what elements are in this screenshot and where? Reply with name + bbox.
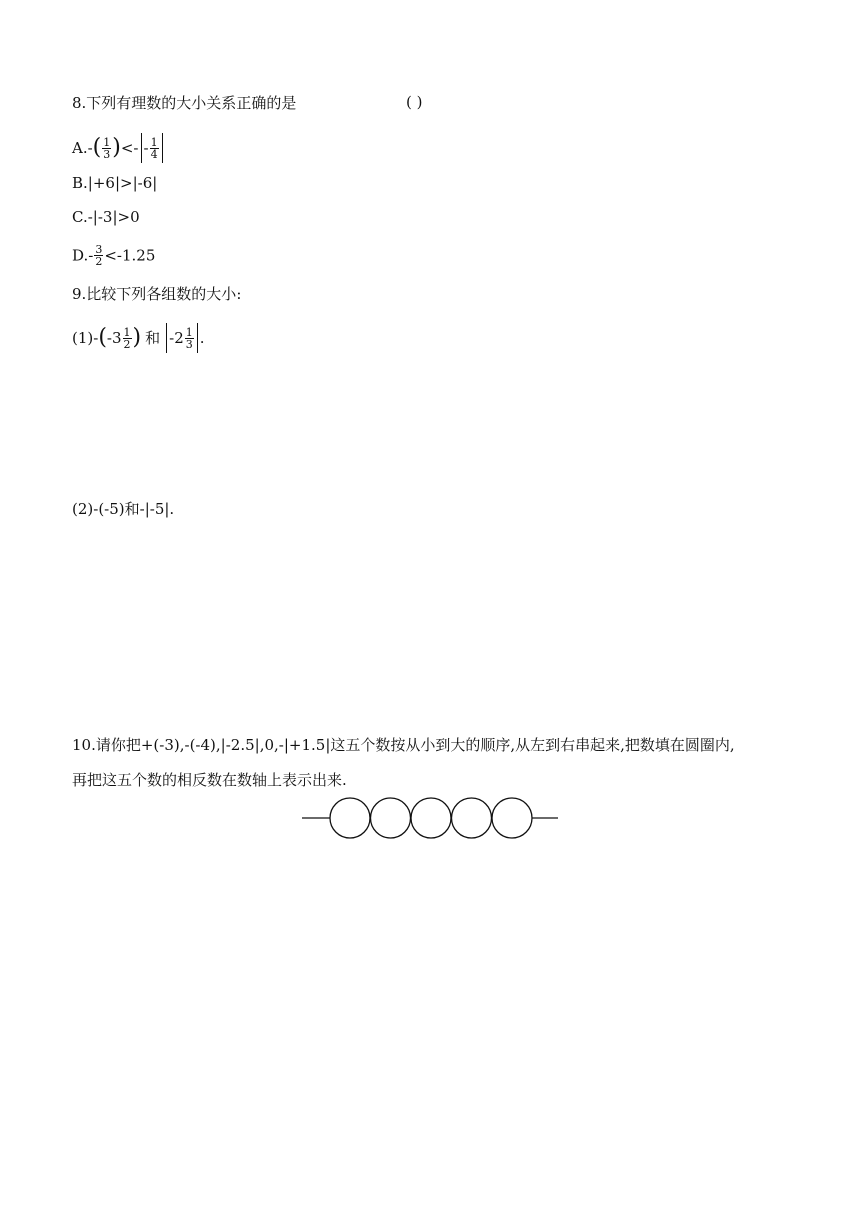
answer-parentheses: ( ) [406, 93, 423, 111]
q10-line1: 10.请你把+(-3),-(-4),|-2.5|,0,-|+1.5|这五个数按从小到大的顺序,从左到右串起来,把数填在圆圈内, [72, 736, 735, 754]
circle-chain-diagram [300, 794, 560, 842]
abs-bar-right [162, 133, 163, 163]
answer-circle-5 [492, 798, 532, 838]
abs-bar-right [197, 323, 198, 353]
fraction-one-third: $\frac{1}{3}$ [185, 325, 193, 351]
q9-stem: 9.比较下列各组数的大小: [72, 285, 242, 303]
q10-line2: 再把这五个数的相反数在数轴上表示出来. [72, 771, 347, 789]
close-paren: ) [112, 135, 121, 160]
answer-circle-1 [330, 798, 370, 838]
q9-part2: (2)-(-5)和-|-5|. [72, 500, 175, 518]
fraction-one-third: $\frac{1}{3}$ [103, 135, 111, 161]
fraction-one-half: $\frac{1}{2}$ [123, 325, 131, 351]
option-a-compare: <- [120, 139, 139, 157]
close-paren: ) [132, 325, 142, 350]
answer-circle-2 [371, 798, 411, 838]
answer-circle-3 [411, 798, 451, 838]
open-paren: ( [92, 135, 102, 160]
q9-part1: (1)-(-3 $\frac{1}{2}$ ) 和 -2 $\frac{1}{3}$ . [72, 323, 205, 353]
option-a-prefix: A.- [72, 139, 93, 157]
abs-bar-left [166, 323, 167, 353]
abs-bar-left [141, 133, 142, 163]
q8-option-d: D.- $\frac{3}{2}$ <-1.25 [72, 243, 156, 268]
fraction-one-fourth: $\frac{1}{4}$ [150, 135, 158, 161]
answer-circle-4 [452, 798, 492, 838]
q8-option-b: B.|+6|>|-6| [72, 174, 158, 192]
open-paren: ( [98, 325, 107, 350]
q8-stem: 8.下列有理数的大小关系正确的是 [72, 94, 297, 112]
q8-option-a: A.-( $\frac{1}{3}$ )<- - $\frac{1}{4}$ [72, 133, 165, 163]
fraction-three-halves: $\frac{3}{2}$ [95, 243, 103, 268]
q8-option-c: C.-|-3|>0 [72, 208, 140, 226]
